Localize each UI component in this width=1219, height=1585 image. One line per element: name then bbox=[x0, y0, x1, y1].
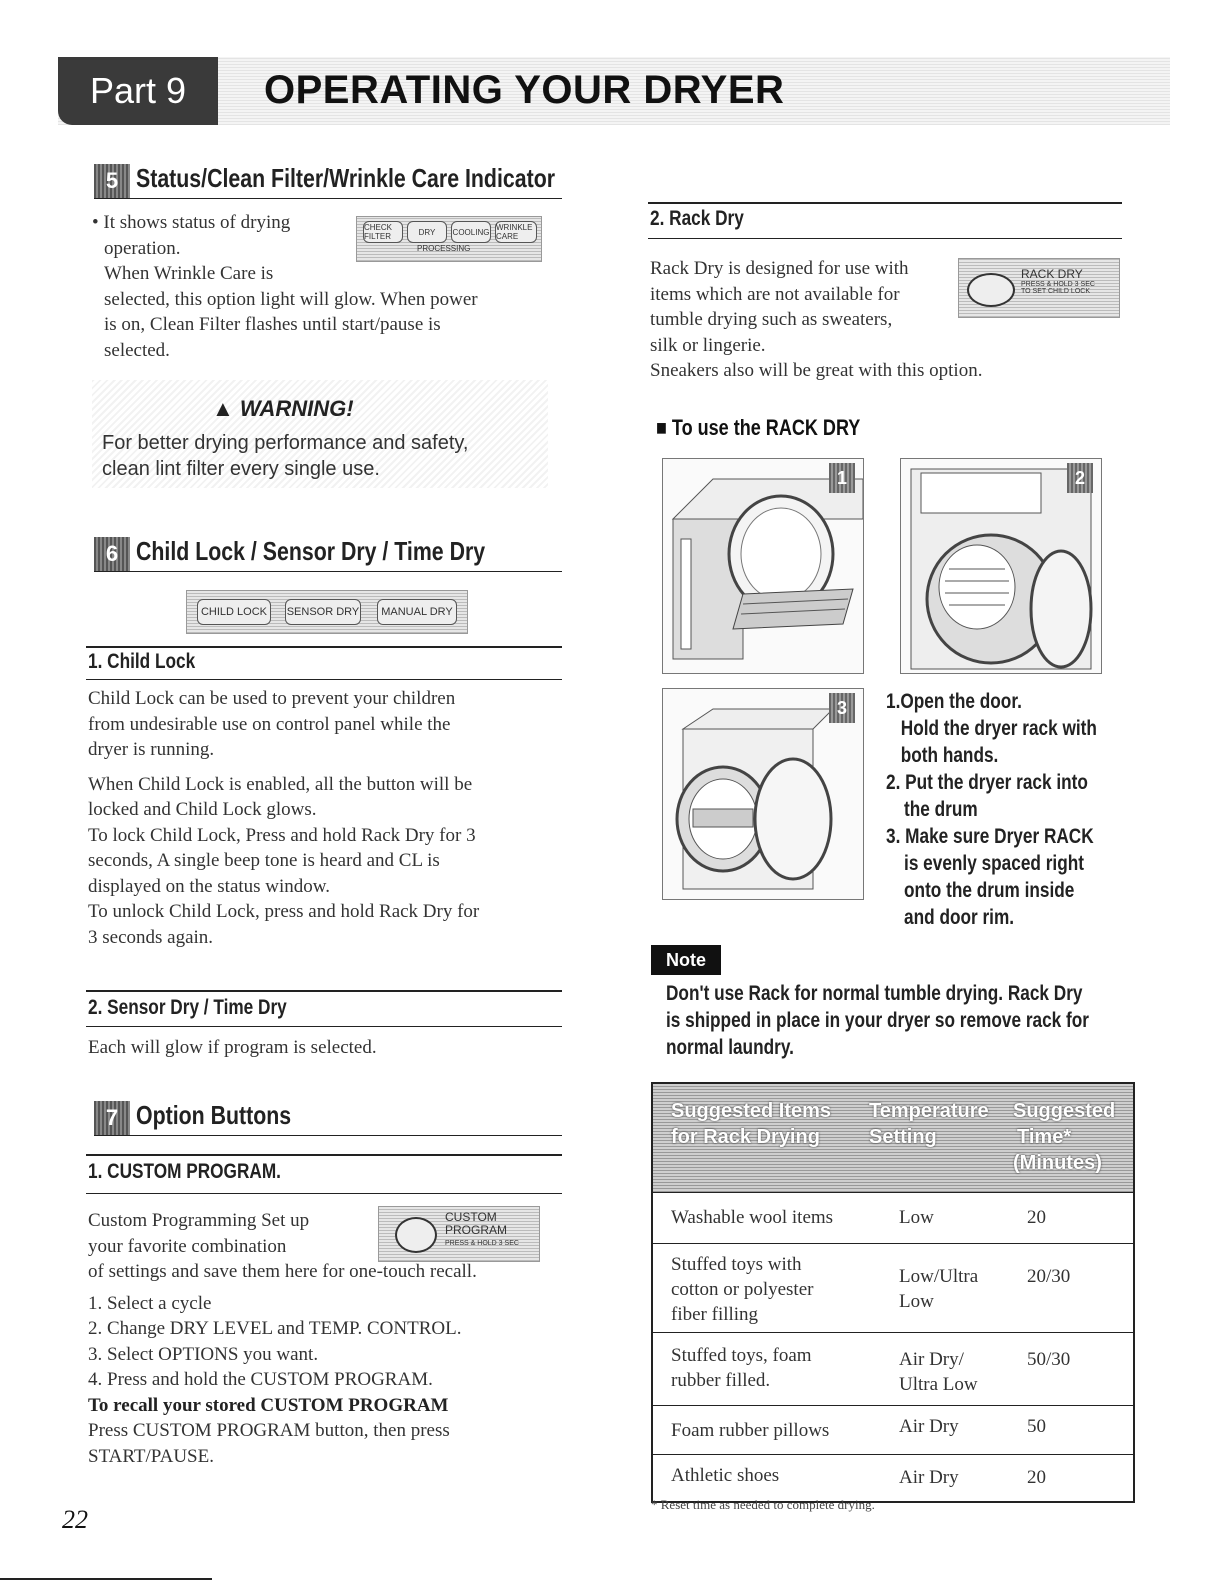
table-cell: 50 bbox=[1027, 1416, 1046, 1437]
column-header-items bbox=[671, 1098, 831, 1150]
text-line: dryer is running. bbox=[88, 739, 215, 760]
step-line: Hold the dryer rack with bbox=[900, 717, 1097, 740]
text-line: 3 seconds again. bbox=[88, 926, 214, 948]
subsection-rule bbox=[86, 1026, 562, 1027]
text-line: When Wrinkle Care is bbox=[104, 263, 274, 284]
table-cell bbox=[671, 1252, 813, 1327]
header-line: (Minutes) bbox=[1013, 1152, 1102, 1174]
header-line: for Rack Drying bbox=[671, 1126, 820, 1148]
rack-illustration-3 bbox=[662, 688, 864, 900]
child-lock-panel bbox=[186, 590, 468, 634]
image-number: 3 bbox=[829, 693, 855, 723]
subheading-custom-program: 1. CUSTOM PROGRAM. bbox=[88, 1160, 281, 1183]
panel-label: COOLING bbox=[451, 221, 491, 243]
text-line: from undesirable use on control panel while the bbox=[88, 713, 451, 735]
panel-label: CHECK FILTER bbox=[363, 221, 403, 243]
cell-line: Stuffed toys with bbox=[671, 1254, 802, 1275]
manual-dry-button[interactable]: MANUAL DRY bbox=[377, 599, 457, 625]
note-badge: Note bbox=[651, 945, 721, 975]
image-number: 2 bbox=[1067, 463, 1093, 493]
subsection-rule bbox=[86, 990, 562, 992]
cell-line: Stuffed toys, foam bbox=[671, 1345, 812, 1366]
text-line: displayed on the status window. bbox=[88, 875, 331, 897]
text-line: To unlock Child Lock, press and hold Rack Dry for bbox=[88, 901, 480, 922]
section-title-option-buttons: Option Buttons bbox=[136, 1100, 292, 1130]
text-line: is shipped in place in your dryer so remove rack for bbox=[666, 1009, 1089, 1032]
rack-illustration-2 bbox=[900, 458, 1102, 674]
text-line: items which are not available for bbox=[650, 283, 900, 305]
rack-dry-steps bbox=[886, 688, 1097, 931]
table-row bbox=[653, 1405, 1133, 1454]
table-row bbox=[653, 1243, 1133, 1332]
warning-text bbox=[102, 430, 468, 482]
bottom-rule bbox=[0, 1578, 212, 1580]
sensor-dry-button[interactable]: SENSOR DRY bbox=[285, 599, 361, 625]
warning-icon: ▲ bbox=[212, 396, 234, 421]
step-line: 3. Select OPTIONS you want. bbox=[88, 1343, 319, 1365]
cell-line: cotton or polyester bbox=[671, 1279, 814, 1300]
child-lock-button[interactable]: CHILD LOCK bbox=[197, 599, 271, 625]
table-cell: 50/30 bbox=[1027, 1349, 1071, 1370]
step-line: is evenly spaced right bbox=[904, 852, 1084, 875]
cell-line: rubber filled. bbox=[671, 1370, 771, 1391]
text-line: Don't use Rack for normal tumble drying. Rack Dry bbox=[666, 982, 1083, 1005]
table-cell: 20 bbox=[1027, 1207, 1046, 1228]
text-line: your favorite combination bbox=[88, 1235, 287, 1257]
subsection-rule bbox=[648, 238, 1122, 239]
section-title-status: Status/Clean Filter/Wrinkle Care Indicator bbox=[136, 163, 556, 193]
table-cell: Washable wool items bbox=[671, 1207, 834, 1228]
custom-program-text bbox=[88, 1208, 558, 1469]
section-rule bbox=[94, 571, 562, 572]
button-label-line: CUSTOM bbox=[445, 1210, 497, 1224]
step-line: 2. Change DRY LEVEL and TEMP. CONTROL. bbox=[88, 1318, 462, 1339]
sensor-dry-text: Each will glow if program is selected. bbox=[88, 1037, 377, 1058]
step-line: both hands. bbox=[900, 744, 999, 767]
section-number-7: 7 bbox=[94, 1101, 130, 1135]
warning-title-text: WARNING! bbox=[239, 396, 354, 421]
part-label: Part 9 bbox=[58, 57, 218, 125]
text-line: locked and Child Lock glows. bbox=[88, 799, 317, 820]
text-line: For better drying performance and safety, bbox=[102, 432, 469, 454]
step-line: 3. Make sure Dryer RACK bbox=[886, 825, 1094, 848]
header-line: Suggested Items bbox=[671, 1100, 832, 1122]
section-rule bbox=[94, 1135, 562, 1136]
step-line: 4. Press and hold the CUSTOM PROGRAM. bbox=[88, 1369, 433, 1390]
step-line: 1. Select a cycle bbox=[88, 1292, 212, 1314]
column-header-time bbox=[1013, 1098, 1115, 1176]
step-line: onto the drum inside bbox=[904, 879, 1075, 902]
step-line: 2. Put the dryer rack into bbox=[886, 771, 1088, 794]
text-line: When Child Lock is enabled, all the button will be bbox=[88, 773, 473, 795]
header-line: Suggested bbox=[1013, 1100, 1116, 1122]
image-number: 1 bbox=[829, 463, 855, 493]
text-line: silk or lingerie. bbox=[650, 334, 766, 356]
rack-dry-use-heading: ■ To use the RACK DRY bbox=[656, 415, 861, 440]
text-line: is on, Clean Filter flashes until start/pause is bbox=[104, 314, 441, 335]
rack-illustration-1 bbox=[662, 458, 864, 674]
text-line: Sneakers also will be great with this option. bbox=[650, 360, 983, 381]
button-label-line: RACK DRY bbox=[1021, 267, 1083, 281]
text-line: clean lint filter every single use. bbox=[102, 458, 380, 480]
rack-drying-table bbox=[651, 1082, 1135, 1503]
text-line: tumble drying such as sweaters, bbox=[650, 309, 893, 330]
step-line: 1.Open the door. bbox=[886, 690, 1022, 713]
text-line: seconds, A single beep tone is heard and CL is bbox=[88, 850, 440, 871]
rack-dry-text bbox=[650, 256, 1120, 384]
cell-line: Low/Ultra bbox=[899, 1266, 979, 1287]
header-line: Temperature bbox=[869, 1100, 989, 1122]
warning-title bbox=[212, 396, 354, 422]
column-header-temperature bbox=[869, 1098, 989, 1150]
warning-box bbox=[92, 380, 548, 488]
text-line: • It shows status of drying bbox=[92, 212, 291, 233]
table-row bbox=[653, 1192, 1133, 1243]
text-line: Child Lock can be used to prevent your children bbox=[88, 688, 456, 709]
table-cell bbox=[899, 1264, 978, 1314]
cell-line: Low bbox=[899, 1291, 934, 1312]
button-hint: PRESS & HOLD 3 SEC bbox=[445, 1240, 519, 1247]
button-label-line: PROGRAM bbox=[445, 1223, 508, 1237]
table-cell: 20/30 bbox=[1027, 1266, 1071, 1287]
subheading-rack-dry: 2. Rack Dry bbox=[650, 207, 744, 230]
recall-heading: To recall your stored CUSTOM PROGRAM bbox=[88, 1394, 449, 1416]
step-line: the drum bbox=[904, 798, 978, 821]
header-line: Time* bbox=[1017, 1126, 1072, 1148]
page-title: OPERATING YOUR DRYER bbox=[264, 67, 785, 112]
button-hint: PRESS & HOLD 3 SEC bbox=[1021, 281, 1095, 288]
table-cell bbox=[671, 1343, 812, 1393]
child-lock-text bbox=[88, 686, 558, 950]
text-line: of settings and save them here for one-touch recall. bbox=[88, 1261, 477, 1282]
table-footnote: * Reset time as needed to complete drying. bbox=[651, 1497, 875, 1512]
button-hint: TO SET CHILD LOCK bbox=[1021, 288, 1090, 295]
text-line: normal laundry. bbox=[666, 1036, 794, 1059]
section-number-5: 5 bbox=[94, 164, 130, 198]
text-line: Press CUSTOM PROGRAM button, then press bbox=[88, 1420, 450, 1441]
table-cell: Foam rubber pillows bbox=[671, 1420, 830, 1441]
subsection-rule bbox=[86, 1154, 562, 1156]
table-row bbox=[653, 1454, 1133, 1501]
section-title-child-lock: Child Lock / Sensor Dry / Time Dry bbox=[136, 536, 486, 566]
page-number: 22 bbox=[62, 1505, 88, 1534]
subheading-child-lock: 1. Child Lock bbox=[88, 650, 196, 673]
subheading-sensor-dry: 2. Sensor Dry / Time Dry bbox=[88, 996, 287, 1019]
subsection-rule bbox=[648, 202, 1122, 204]
subsection-rule bbox=[86, 646, 562, 648]
table-cell: Air Dry bbox=[899, 1416, 959, 1437]
panel-label: WRINKLE CARE bbox=[495, 221, 537, 243]
text-line: To lock Child Lock, Press and hold Rack Dry for 3 bbox=[88, 824, 476, 846]
cell-line: Ultra Low bbox=[899, 1374, 978, 1395]
subsection-rule bbox=[86, 679, 562, 680]
table-cell bbox=[899, 1347, 978, 1397]
note-text bbox=[666, 980, 1089, 1061]
step-line: and door rim. bbox=[904, 906, 1015, 929]
section-rule bbox=[94, 198, 562, 199]
table-cell: 20 bbox=[1027, 1467, 1046, 1488]
table-cell: Athletic shoes bbox=[671, 1465, 780, 1486]
panel-label: DRY bbox=[407, 221, 447, 243]
text-line: selected. bbox=[104, 339, 170, 361]
text-line: operation. bbox=[104, 237, 181, 259]
table-header bbox=[653, 1084, 1133, 1192]
table-row bbox=[653, 1332, 1133, 1405]
text-line: START/PAUSE. bbox=[88, 1445, 214, 1467]
text-line: selected, this option light will glow. When power bbox=[104, 288, 478, 310]
text-line: Rack Dry is designed for use with bbox=[650, 258, 909, 279]
cell-line: Air Dry/ bbox=[899, 1349, 964, 1370]
cell-line: fiber filling bbox=[671, 1304, 759, 1325]
table-cell: Low bbox=[899, 1207, 934, 1228]
header-line: Setting bbox=[869, 1126, 937, 1148]
section-5-text bbox=[92, 210, 552, 363]
section-number-6: 6 bbox=[94, 537, 130, 571]
text-line: Custom Programming Set up bbox=[88, 1210, 310, 1231]
panel-caption: PROCESSING bbox=[417, 244, 471, 253]
subsection-rule bbox=[86, 1193, 562, 1194]
table-cell: Air Dry bbox=[899, 1467, 959, 1488]
